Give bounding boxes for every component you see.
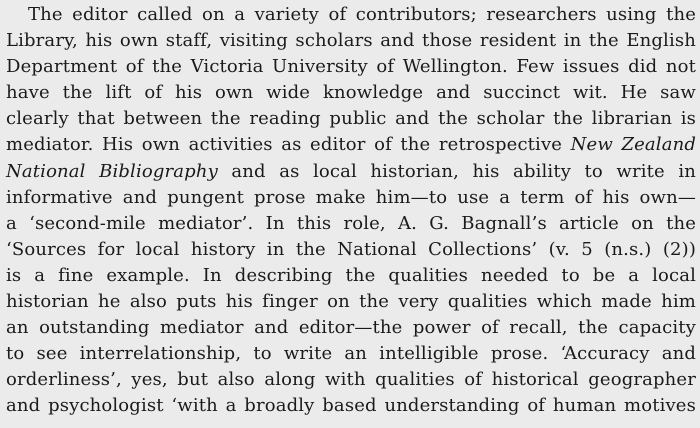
- text-segment: an outstanding mediator and editor—the power of recall, the capacity: [6, 317, 696, 339]
- text-segment: to see interrelationship, to write an intelligible prose. ‘Accuracy and: [6, 343, 696, 365]
- italic-title: National Bibliography: [6, 160, 218, 182]
- text-segment: The editor called on a variety of contributors; researchers using the: [28, 4, 696, 25]
- italic-title: New Zealand: [570, 134, 696, 156]
- text-segment: historian he also puts his finger on the very qualities which made him: [6, 291, 696, 313]
- text-segment: and psychologist ‘with a broadly based understanding of human motives: [6, 395, 696, 417]
- text-line: [6, 159, 696, 185]
- text-segment: Department of the Victoria University of Wellington. Few issues did not: [6, 56, 696, 78]
- text-line: [6, 185, 696, 211]
- text-line: [6, 211, 696, 237]
- text-segment: ‘Sources for local history in the National Collections’ (v. 5 (n.s.) (2)): [6, 238, 696, 260]
- text-line: [6, 28, 696, 54]
- text-line: [6, 341, 696, 367]
- text-segment: a ‘second-mile mediator’. In this role, A. G. Bagnall’s article on the: [6, 212, 696, 234]
- text-line: [6, 237, 696, 263]
- text-line: [6, 80, 696, 106]
- text-segment: have the lift of his own wide knowledge and succinct wit. He saw: [6, 82, 696, 104]
- body-paragraph: [6, 2, 696, 420]
- text-line: [6, 2, 696, 28]
- text-segment: clearly that between the reading public and the scholar the librarian is: [6, 108, 696, 130]
- text-line: [6, 54, 696, 80]
- text-segment: is a fine example. In describing the qualities needed to be a local: [6, 264, 696, 286]
- text-line: [6, 263, 696, 289]
- text-line: [6, 106, 696, 132]
- text-segment: mediator. His own activities as editor of the retrospective: [6, 134, 571, 156]
- text-line: [6, 289, 696, 315]
- text-line: [6, 315, 696, 341]
- text-line: [6, 393, 696, 419]
- text-segment: Library, his own staff, visiting scholars and those resident in the English: [6, 30, 696, 52]
- text-segment: orderliness’, yes, but also along with qualities of historical geographer: [6, 369, 696, 391]
- text-line: [6, 132, 696, 158]
- text-line: [6, 367, 696, 393]
- text-segment: informative and pungent prose make him—to use a term of his own—: [6, 186, 696, 208]
- text-segment: and as local historian, his ability to write in: [217, 160, 696, 182]
